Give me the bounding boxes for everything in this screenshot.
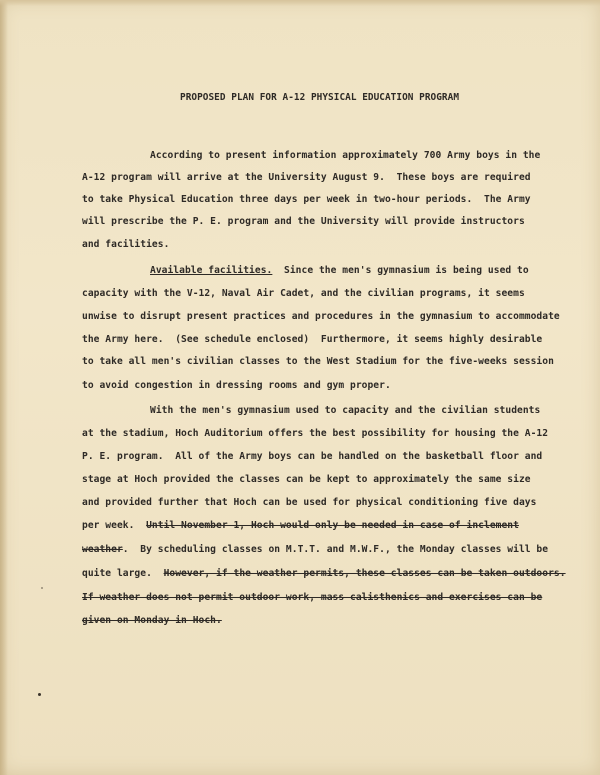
ink-speck: [41, 587, 43, 589]
p3-line-3: P. E. program. All of the Army boys can be handled on the basketball floor and: [82, 451, 543, 462]
p2-line-1: [150, 265, 529, 276]
p1-line-1: According to present information approximately 700 Army boys in the: [150, 150, 541, 161]
p3-line-6-text: per week.: [82, 520, 147, 531]
p3-line-9: If weather does not permit outdoor work, mass calisthenics and exercises can be: [82, 592, 543, 603]
p3-line-2: at the stadium, Hoch Auditorium offers the best possibility for housing the A-12: [82, 428, 549, 439]
page-edge-shadow: [0, 0, 8, 775]
p3-line-7: [82, 544, 548, 555]
p3-line-6: [82, 520, 519, 531]
p3-line-7-text: . By scheduling classes on M.T.T. and M.W.F., the Monday classes will be: [122, 544, 549, 555]
p3-line-4: stage at Hoch provided the classes can be kept to approximately the same size: [82, 474, 531, 485]
p2-line-1-rest: Since the men's gymnasium is being used to: [272, 265, 529, 276]
p3-line-5: and provided further that Hoch can be used for physical conditioning five days: [82, 497, 537, 508]
p2-line-6: to avoid congestion in dressing rooms and gym proper.: [82, 380, 391, 391]
section-heading-available-facilities: Available facilities.: [150, 265, 273, 276]
p1-line-5: and facilities.: [82, 239, 170, 250]
struck-text: given on Monday in Hoch.: [82, 615, 222, 626]
p2-line-3: unwise to disrupt present practices and procedures in the gymnasium to accommodate: [82, 311, 560, 322]
ink-speck: [38, 693, 41, 696]
p2-line-2: capacity with the V-12, Naval Air Cadet, and the civilian programs, it seems: [82, 288, 525, 299]
p2-line-5: to take all men's civilian classes to the West Stadium for the five-weeks session: [82, 356, 554, 367]
p3-line-10: [82, 615, 222, 626]
struck-text: Until November 1, Hoch would only be needed in case of inclement: [146, 520, 519, 531]
p2-line-4: the Army here. (See schedule enclosed) Furthermore, it seems highly desirable: [82, 334, 543, 345]
p3-line-1: With the men's gymnasium used to capacity and the civilian students: [150, 405, 541, 416]
page-top-shadow: [0, 0, 600, 6]
document-title: PROPOSED PLAN FOR A-12 PHYSICAL EDUCATION PROGRAM: [180, 92, 460, 103]
p1-line-2: A-12 program will arrive at the University August 9. These boys are required: [82, 172, 531, 183]
p3-line-8-text: quite large.: [82, 568, 164, 579]
p1-line-3: to take Physical Education three days per week in two-hour periods. The Army: [82, 194, 531, 205]
p1-line-4: will prescribe the P. E. program and the University will provide instructors: [82, 216, 525, 227]
struck-text: However, if the weather permits, these classes can be taken outdoors.: [163, 568, 566, 579]
p3-line-8: [82, 568, 566, 579]
struck-text: weather: [82, 544, 123, 555]
